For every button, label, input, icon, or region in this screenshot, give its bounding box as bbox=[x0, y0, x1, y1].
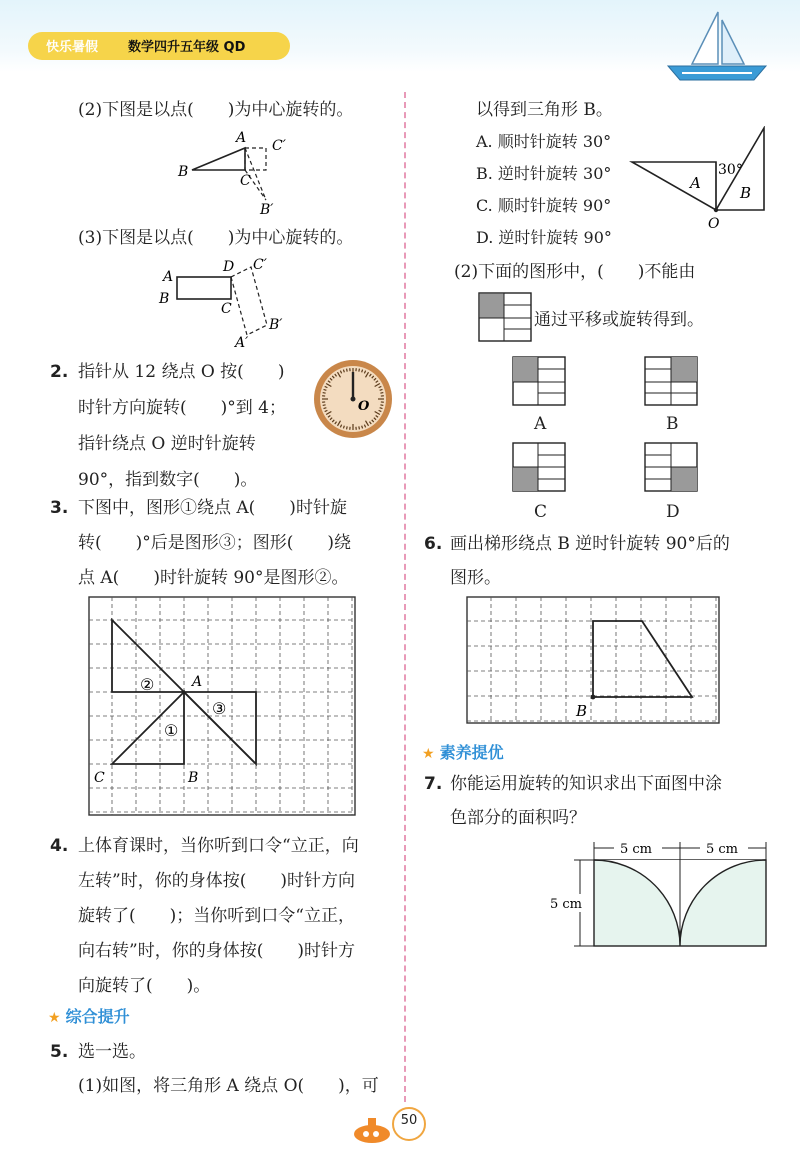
fig2-label-b: B bbox=[178, 164, 189, 180]
fig2-label-bprime: B′ bbox=[260, 202, 274, 218]
q5-fig-label-o: O bbox=[708, 216, 720, 232]
page-number: 50 bbox=[400, 1113, 418, 1128]
q5-part2-line1: (2)下面的图形中，( )不能由 bbox=[454, 262, 696, 282]
fig2-label-a: A bbox=[236, 130, 247, 146]
q6-grid-figure bbox=[466, 596, 722, 726]
q3-label-b: B bbox=[188, 770, 199, 786]
fig3-label-c: C bbox=[221, 301, 232, 317]
q3-line2: 转( )°后是图形③；图形( )绕 bbox=[78, 533, 352, 553]
q3-label-a: A bbox=[192, 674, 203, 690]
column-divider bbox=[404, 92, 406, 1102]
q3-grid-figure bbox=[88, 596, 358, 818]
q7-line1: 你能运用旋转的知识求出下面图中涂 bbox=[450, 774, 722, 794]
fig3-label-aprime: A′ bbox=[235, 335, 249, 350]
q3-number: 3. bbox=[50, 498, 69, 518]
q1-part3-text: (3)下图是以点( )为中心旋转的。 bbox=[78, 228, 354, 248]
q7-dim-left: 5 cm bbox=[620, 842, 653, 857]
fig3-label-cprime: C′ bbox=[253, 257, 267, 273]
q5-base-grid bbox=[478, 292, 534, 344]
q3-shape1-label: ① bbox=[164, 721, 179, 740]
q2-line4: 90°，指到数字( )。 bbox=[78, 470, 258, 490]
q5-option-a: A. 顺时针旋转 30° bbox=[476, 132, 612, 151]
q1-part2-text: (2)下图是以点( )为中心旋转的。 bbox=[78, 100, 354, 120]
q2-line1: 指针从 12 绕点 O 按( ) bbox=[78, 362, 285, 382]
fig3-label-bprime: B′ bbox=[269, 317, 283, 333]
q5-fig-label-a: A bbox=[690, 174, 701, 192]
clock-icon bbox=[312, 358, 394, 440]
q4-line3: 旋转了( )；当你听到口令“立正， bbox=[78, 906, 355, 926]
q2-line3: 指针绕点 O 逆时针旋转 bbox=[78, 434, 256, 454]
q3-line1: 下图中，图形①绕点 A( )时针旋 bbox=[78, 498, 347, 518]
q5-option-d: D. 逆时针旋转 90° bbox=[476, 228, 612, 247]
q1-fig3 bbox=[155, 255, 295, 350]
q5-part2-line2: 通过平移或旋转得到。 bbox=[534, 310, 704, 330]
q4-number: 4. bbox=[50, 836, 69, 856]
q5-fig-label-b: B bbox=[740, 184, 752, 202]
q6-line2: 图形。 bbox=[450, 568, 501, 588]
q5-grid-label-b: B bbox=[666, 414, 679, 434]
section-heading-comprehensive: ★ 综合提升 bbox=[48, 1007, 130, 1026]
q5-part1-line1: (1)如图，将三角形 A 绕点 O( )，可 bbox=[78, 1076, 379, 1096]
q5-grid-option-c bbox=[512, 442, 568, 494]
q3-label-c: C bbox=[94, 770, 105, 786]
q7-dim-height: 5 cm bbox=[550, 897, 583, 912]
section-heading-excellence: ★ 素养提优 bbox=[422, 743, 504, 762]
q5-fig-angle: 30° bbox=[718, 162, 743, 178]
q4-line4: 向右转”时，你的身体按( )时针方 bbox=[78, 941, 355, 961]
q4-line5: 向旋转了( )。 bbox=[78, 976, 211, 996]
q5-grid-option-a bbox=[512, 356, 568, 408]
q5-part1-line2: 以得到三角形 B。 bbox=[476, 100, 613, 120]
submarine-icon bbox=[350, 1112, 396, 1146]
q3-shape3-label: ③ bbox=[212, 699, 227, 718]
sailboat-icon bbox=[662, 8, 772, 84]
fig3-label-b: B bbox=[159, 291, 170, 307]
star-icon: ★ bbox=[422, 746, 435, 762]
q5-grid-option-b bbox=[644, 356, 700, 408]
q6-line1: 画出梯形绕点 B 逆时针旋转 90°后的 bbox=[450, 534, 730, 554]
fig2-label-c: C bbox=[240, 173, 251, 189]
q6-label-b: B bbox=[576, 702, 588, 720]
star-icon: ★ bbox=[48, 1010, 61, 1026]
book-title: 数学四升五年级 QD bbox=[128, 40, 246, 55]
q4-line2: 左转”时，你的身体按( )时针方向 bbox=[78, 871, 355, 891]
q1-fig2 bbox=[170, 128, 300, 218]
q5-grid-label-a: A bbox=[534, 414, 547, 434]
q7-line2: 色部分的面积吗？ bbox=[450, 808, 586, 828]
q3-shape2-label: ② bbox=[140, 675, 155, 694]
q3-line3: 点 A( )时针旋转 90°是图形②。 bbox=[78, 568, 349, 588]
q2-number: 2. bbox=[50, 362, 69, 382]
q2-line2: 时针方向旋转( )°到 4； bbox=[78, 398, 286, 418]
q5-grid-label-d: D bbox=[666, 502, 680, 522]
q5-grid-label-c: C bbox=[534, 502, 548, 522]
q7-figure bbox=[546, 838, 778, 952]
q5-triangle-figure bbox=[628, 126, 776, 234]
q6-number: 6. bbox=[424, 534, 443, 554]
q7-dim-right: 5 cm bbox=[706, 842, 739, 857]
q5-number: 5. bbox=[50, 1042, 69, 1062]
q5-option-c: C. 顺时针旋转 90° bbox=[476, 196, 612, 215]
fig3-label-a: A bbox=[163, 269, 174, 285]
fig2-label-cprime: C′ bbox=[272, 138, 286, 154]
q7-number: 7. bbox=[424, 774, 443, 794]
series-title: 快乐暑假 bbox=[46, 40, 99, 55]
q5-option-b: B. 逆时针旋转 30° bbox=[476, 164, 612, 183]
clock-center-label: O bbox=[358, 399, 370, 414]
q5-grid-option-d bbox=[644, 442, 700, 494]
q4-line1: 上体育课时，当你听到口令“立正，向 bbox=[78, 836, 359, 856]
fig3-label-d: D bbox=[223, 259, 235, 275]
q5-title: 选一选。 bbox=[78, 1042, 146, 1062]
